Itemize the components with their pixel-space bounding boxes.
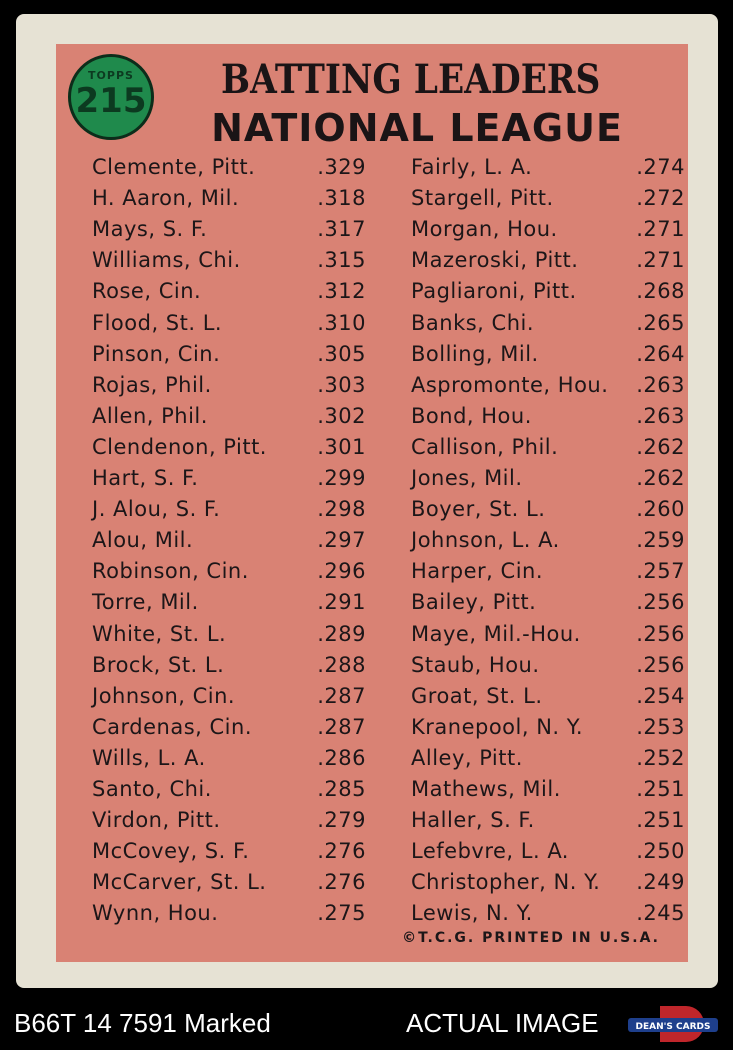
batting-average: .276 [317,870,366,895]
leader-row [411,870,685,900]
batting-average: .263 [636,372,685,397]
leader-row [411,559,685,589]
leader-row [411,248,685,278]
player-name: Rose, Cin. [92,279,202,304]
player-name: Williams, Chi. [92,248,241,273]
batting-average: .257 [636,559,685,584]
leader-row [92,279,366,309]
leader-row [411,684,685,714]
card-description-caption: B66T 14 7591 Marked [14,1008,271,1038]
batting-average: .260 [636,497,685,522]
leader-row [411,746,685,776]
leader-row [411,342,685,372]
batting-average: .263 [636,403,685,428]
batting-average: .297 [317,528,366,553]
batting-average: .271 [636,248,685,273]
leader-row [411,155,685,185]
batting-average: .272 [636,186,685,211]
batting-average: .279 [317,808,366,833]
player-name: H. Aaron, Mil. [92,186,240,211]
player-name: Bolling, Mil. [411,341,539,366]
player-name: Mazeroski, Pitt. [411,248,579,273]
card-title: BATTING LEADERS [221,56,601,103]
player-name: Maye, Mil.-Hou. [411,621,581,646]
leader-row [411,404,685,434]
batting-average: .312 [317,279,366,304]
leader-row [92,653,366,683]
player-name: Clemente, Pitt. [92,155,256,179]
player-name: Alou, Mil. [92,528,194,553]
deans-cards-logo [626,1004,720,1044]
leader-row [92,870,366,900]
batting-average: .317 [317,217,366,242]
batting-average: .296 [317,559,366,584]
leader-row [411,311,685,341]
player-name: McCarver, St. L. [92,870,267,895]
player-name: Mathews, Mil. [411,777,561,801]
player-name: Fairly, L. A. [411,155,533,179]
batting-average: .274 [636,155,685,179]
player-name: Santo, Chi. [92,777,212,801]
stats-panel [56,44,688,962]
leader-row [411,901,685,931]
player-name: Banks, Chi. [411,310,535,335]
leader-row [411,373,685,403]
batting-average: .259 [636,528,685,553]
batting-average: .286 [317,745,366,770]
player-name: Jones, Mil. [411,466,523,490]
leader-row [411,808,685,838]
leader-row [92,715,366,745]
leader-row [411,777,685,807]
batting-average: .250 [636,839,685,864]
batting-average: .301 [317,434,366,459]
leader-row [92,622,366,652]
player-name: J. Alou, S. F. [92,497,221,522]
batting-average: .249 [636,870,685,895]
leader-row [411,653,685,683]
leader-row [92,590,366,620]
batting-average: .275 [317,901,366,926]
leader-row [92,497,366,527]
player-name: Torre, Mil. [92,590,199,615]
player-name: Wills, L. A. [92,745,206,770]
player-name: Brock, St. L. [92,652,225,677]
player-name: Kranepool, N. Y. [411,714,584,739]
player-name: Bond, Hou. [411,403,532,428]
player-name: Aspromonte, Hou. [411,372,609,397]
leader-row [92,777,366,807]
batting-average: .315 [317,248,366,273]
batting-average: .251 [636,808,685,833]
leader-row [92,528,366,558]
leader-row [92,155,366,185]
trading-card-back [16,14,718,988]
batting-average: .245 [636,901,685,926]
player-name: Rojas, Phil. [92,372,212,397]
leader-row [92,186,366,216]
leader-row [92,248,366,278]
player-name: Cardenas, Cin. [92,714,252,739]
batting-average: .252 [636,745,685,770]
player-name: Mays, S. F. [92,217,208,242]
player-name: Robinson, Cin. [92,559,249,584]
batting-average: .289 [317,621,366,646]
batting-average: .254 [636,683,685,708]
batting-average: .302 [317,403,366,428]
batting-average: .262 [636,466,685,490]
batting-average: .329 [317,155,366,179]
leader-row [411,279,685,309]
player-name: Boyer, St. L. [411,497,546,522]
batting-average: .276 [317,839,366,864]
card-number: 215 [75,81,147,121]
player-name: Flood, St. L. [92,310,223,335]
batting-average: .271 [636,217,685,242]
leader-row [411,186,685,216]
leader-row [92,342,366,372]
player-name: Lefebvre, L. A. [411,839,569,864]
batting-average: .268 [636,279,685,304]
batting-average: .262 [636,434,685,459]
batting-average: .287 [317,714,366,739]
player-name: Virdon, Pitt. [92,808,221,833]
leader-row [92,373,366,403]
leader-row [92,839,366,869]
badge-brand: TOPPS [88,69,134,82]
batting-average: .256 [636,621,685,646]
leader-row [411,839,685,869]
batting-average: .305 [317,341,366,366]
batting-average: .287 [317,683,366,708]
leader-row [92,311,366,341]
leader-row [92,404,366,434]
player-name: Callison, Phil. [411,434,559,459]
batting-average: .299 [317,466,366,490]
leader-row [92,808,366,838]
card-subtitle: NATIONAL LEAGUE [211,106,623,150]
batting-average: .285 [317,777,366,801]
leader-row [92,466,366,496]
player-name: Pagliaroni, Pitt. [411,279,577,304]
leader-row [92,559,366,589]
player-name: Christopher, N. Y. [411,870,601,895]
batting-average: .291 [317,590,366,615]
player-name: Hart, S. F. [92,466,199,490]
leader-row [411,528,685,558]
batting-average: .310 [317,310,366,335]
leader-row [411,435,685,465]
player-name: Harper, Cin. [411,559,544,584]
batting-average: .265 [636,310,685,335]
leader-row [92,217,366,247]
batting-average: .264 [636,341,685,366]
player-name: Staub, Hou. [411,652,540,677]
batting-average: .298 [317,497,366,522]
copyright-footer: ©T.C.G. PRINTED IN U.S.A. [402,930,660,946]
leader-row [411,622,685,652]
leader-row [411,217,685,247]
batting-average: .318 [317,186,366,211]
player-name: McCovey, S. F. [92,839,250,864]
leader-row [411,715,685,745]
player-name: Alley, Pitt. [411,745,523,770]
leader-row [411,466,685,496]
actual-image-caption: ACTUAL IMAGE [406,1008,599,1038]
leader-row [92,901,366,931]
batting-average: .303 [317,372,366,397]
player-name: Wynn, Hou. [92,901,219,926]
leader-row [411,590,685,620]
leader-row [411,497,685,527]
player-name: White, St. L. [92,621,227,646]
leader-row [92,684,366,714]
player-name: Bailey, Pitt. [411,590,537,615]
player-name: Stargell, Pitt. [411,186,554,211]
player-name: Johnson, L. A. [411,528,560,553]
player-name: Groat, St. L. [411,683,543,708]
batting-average: .256 [636,590,685,615]
player-name: Allen, Phil. [92,403,208,428]
player-name: Morgan, Hou. [411,217,558,242]
batting-average: .251 [636,777,685,801]
batting-average: .256 [636,652,685,677]
player-name: Pinson, Cin. [92,341,221,366]
player-name: Lewis, N. Y. [411,901,533,926]
player-name: Johnson, Cin. [92,683,236,708]
player-name: Clendenon, Pitt. [92,434,267,459]
player-name: Haller, S. F. [411,808,535,833]
batting-average: .288 [317,652,366,677]
leader-row [92,435,366,465]
leader-row [92,746,366,776]
batting-average: .253 [636,714,685,739]
logo-text: DEAN'S CARDS [635,1022,711,1032]
